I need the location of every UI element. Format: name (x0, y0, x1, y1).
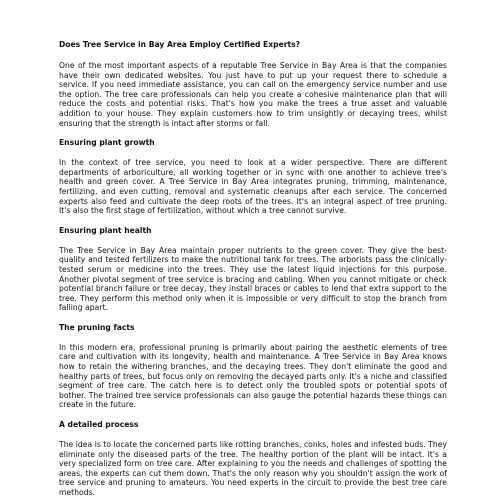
intro-paragraph: One of the most important aspects of a reputable Tree Service in Bay Area is that the companies have their own dedicated websites. You just have to put up your request there to schedule a service. If you need immediate assistance, you can call on the emergency service number and use the option. The tree care professionals can help you create a cohesive maintenance plan that will reduce the costs and potential risks. That's how you make the trees a true asset and valuable addition to your house. They explain customers how to trim unsightly or decaying trees, whilst ensuring that the strength is intact after storms or fall. (59, 61, 447, 128)
document-title: Does Tree Service in Bay Area Employ Certified Experts? (59, 40, 301, 49)
section-body-plant-health: The Tree Service in Bay Area maintain proper nutrients to the green cover. They give the best-quality and tested fertilizers to make the nutritional tank for trees. The arborists pass the clinically-tested serum or medicine into the trees. They use the latest liquid injections for this purpose. Another pivotal segment of tree service is bracing and cabling. When you cannot mitigate or check potential branch failure or tree decay, they install braces or cables to lend that extra support to the tree. They perform this method only when it is impossible or very difficult to stop the branch from falling apart. (59, 245, 447, 313)
section-heading-plant-growth: Ensuring plant growth (59, 138, 155, 148)
section-heading-plant-health: Ensuring plant health (59, 225, 152, 235)
section-heading-detailed-process: A detailed process (59, 420, 139, 430)
section-body-plant-growth: In the context of tree service, you need to look at a wider perspective. There are different departments of arboriculture, all working together or in sync with one another to achieve tree's health and green cover. A Tree Service in Bay Area integrates pruning, trimming, maintenance, fertilizing, and even cutting, removal and systematic cleanups after each service. The concerned experts also feed and cultivate the deep roots of the trees. It's an integral aspect of tree pruning. It's also the first stage of fertilization, without which a tree cannot survive. (59, 158, 447, 216)
section-body-detailed-process: The idea is to locate the concerned parts like rotting branches, conks, holes and infested buds. They eliminate only the diseased parts of the tree. The healthy portion of the plant will be intact. It's a very specialized form on tree care. After explaining to you the needs and challenges of spotting the areas, the experts can cut them down. That's the only reason why you shouldn't assign the work of tree service and pruning to amateurs. You need experts in the circuit to provide the best tree care methods. (59, 440, 447, 497)
section-heading-pruning-facts: The pruning facts (59, 322, 135, 332)
section-body-pruning-facts: In this modern era, professional pruning is primarily about pairing the aesthetic elements of tree care and cultivation with its longevity, health and maintenance. A Tree Service in Bay Area knows how to retain the withering branches, and the decaying trees. They don't eliminate the good and healthy parts of trees, but focus only on removing the decayed parts only. It's a niche and classified segment of tree care. The catch here is to detect only the troubled spots or potential spots of bother. The trained tree service professionals can also gauge the potential hazards these things can create in the future. (59, 342, 447, 410)
